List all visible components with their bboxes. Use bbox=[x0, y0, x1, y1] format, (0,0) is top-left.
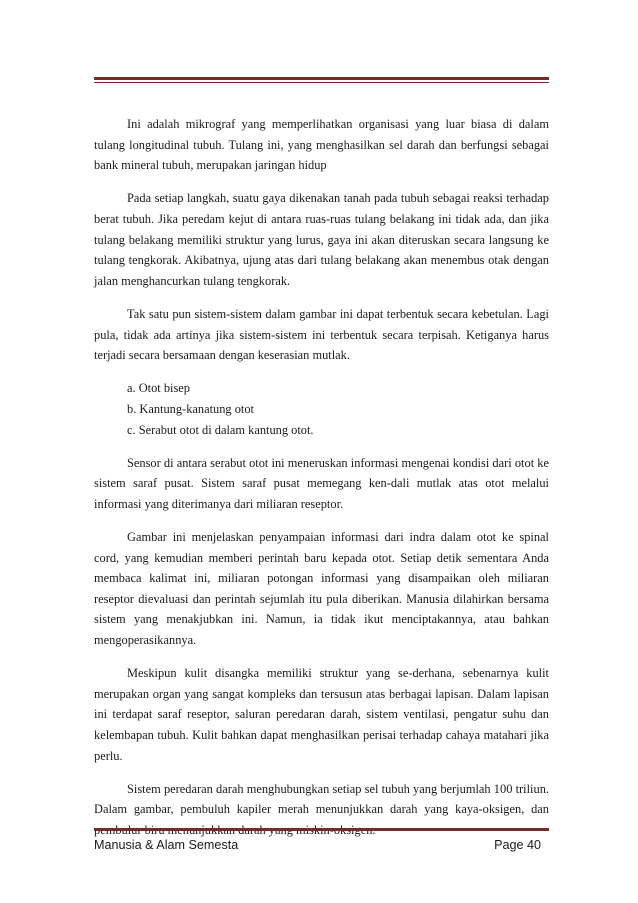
paragraph-4: Sensor di antara serabut otot ini meneruskan informasi mengenai kondisi dari otot ke sistem saraf pusat. Sistem saraf pusat memegang ken-dali mutlak atas otot melalui informasi yang diterimanya dari miliaran reseptor. bbox=[94, 455, 549, 511]
list-item: c. Serabut otot di dalam kantung otot. bbox=[127, 422, 314, 437]
page-number: Page 40 bbox=[494, 838, 541, 852]
footer-title: Manusia & Alam Semesta bbox=[94, 838, 239, 852]
paragraph-2: Pada setiap langkah, suatu gaya dikenakan tanah pada tubuh sebagai reaksi terhadap berat tubuh. Jika peredam kejut di antara ruas-ruas tulang belakang ini tidak ada, dan jika tulang belakang memiliki struktur yang lurus, gaya ini akan diteruskan secara langsung ke tulang tengkorak. Akibatnya, ujung atas dari tulang belakang akan menembus otak dengan jalan menghancurkan tulang tengkorak. bbox=[94, 191, 549, 288]
footer-rule bbox=[94, 828, 549, 831]
figure-legend-list bbox=[94, 378, 549, 440]
paragraph-7: Sistem peredaran darah menghubungkan setiap sel tubuh yang berjumlah 100 triliun. Dalam gambar, pembuluh kapiler merah menunjukkan darah yang kaya-oksigen, dan bbox=[94, 781, 549, 817]
list-item: a. Otot bisep bbox=[127, 381, 190, 396]
header-rule-thin bbox=[94, 82, 549, 83]
page-body bbox=[94, 114, 549, 853]
paragraph-5: Gambar ini menjelaskan penyampaian informasi dari indra dalam otot ke spinal cord, yang kemudian memberi perintah baru kepada otot. Setiap detik sementara Anda membaca kalimat ini, miliaran potongan informasi yang disampaikan oleh miliaran reseptor dievaluasi dan perintah sejumlah itu pula diberikan. Manusia dilahirkan bersama sistem yang menakjubkan ini. Namun, ia tidak ikut menciptakannya, atau bahkan mengoperasikannya. bbox=[94, 530, 549, 648]
page-footer bbox=[94, 836, 549, 854]
paragraph-1: Ini adalah mikrograf yang memperlihatkan organisasi yang luar biasa di dalam tulang longitudinal tubuh. Tulang ini, yang menghasilkan sel darah dan berfungsi sebagai bank mineral tubuh, merupakan jaringan hidup bbox=[94, 117, 549, 173]
header-rule-thick bbox=[94, 77, 549, 80]
list-item: b. Kantung-kanatung otot bbox=[127, 401, 254, 416]
paragraph-3: Tak satu pun sistem-sistem dalam gambar ini dapat terbentuk secara kebetulan. Lagi pula, tidak ada artinya jika sistem-sistem ini terbentuk secara terpisah. Ketiganya harus terjadi secara bersamaan dengan keserasian mutlak. bbox=[94, 306, 549, 363]
paragraph-6: Meskipun kulit disangka memiliki struktur yang se-derhana, sebenarnya kulit merupakan organ yang sangat kompleks dan tersusun atas berbagai lapisan. Dalam lapisan ini terdapat saraf reseptor, saluran peredaran darah, sistem ventilasi, pengatur suhu dan kelembapan tubuh. Kulit bahkan dapat menghasilkan perisai terhadap cahaya matahari jika perlu. bbox=[94, 666, 549, 763]
